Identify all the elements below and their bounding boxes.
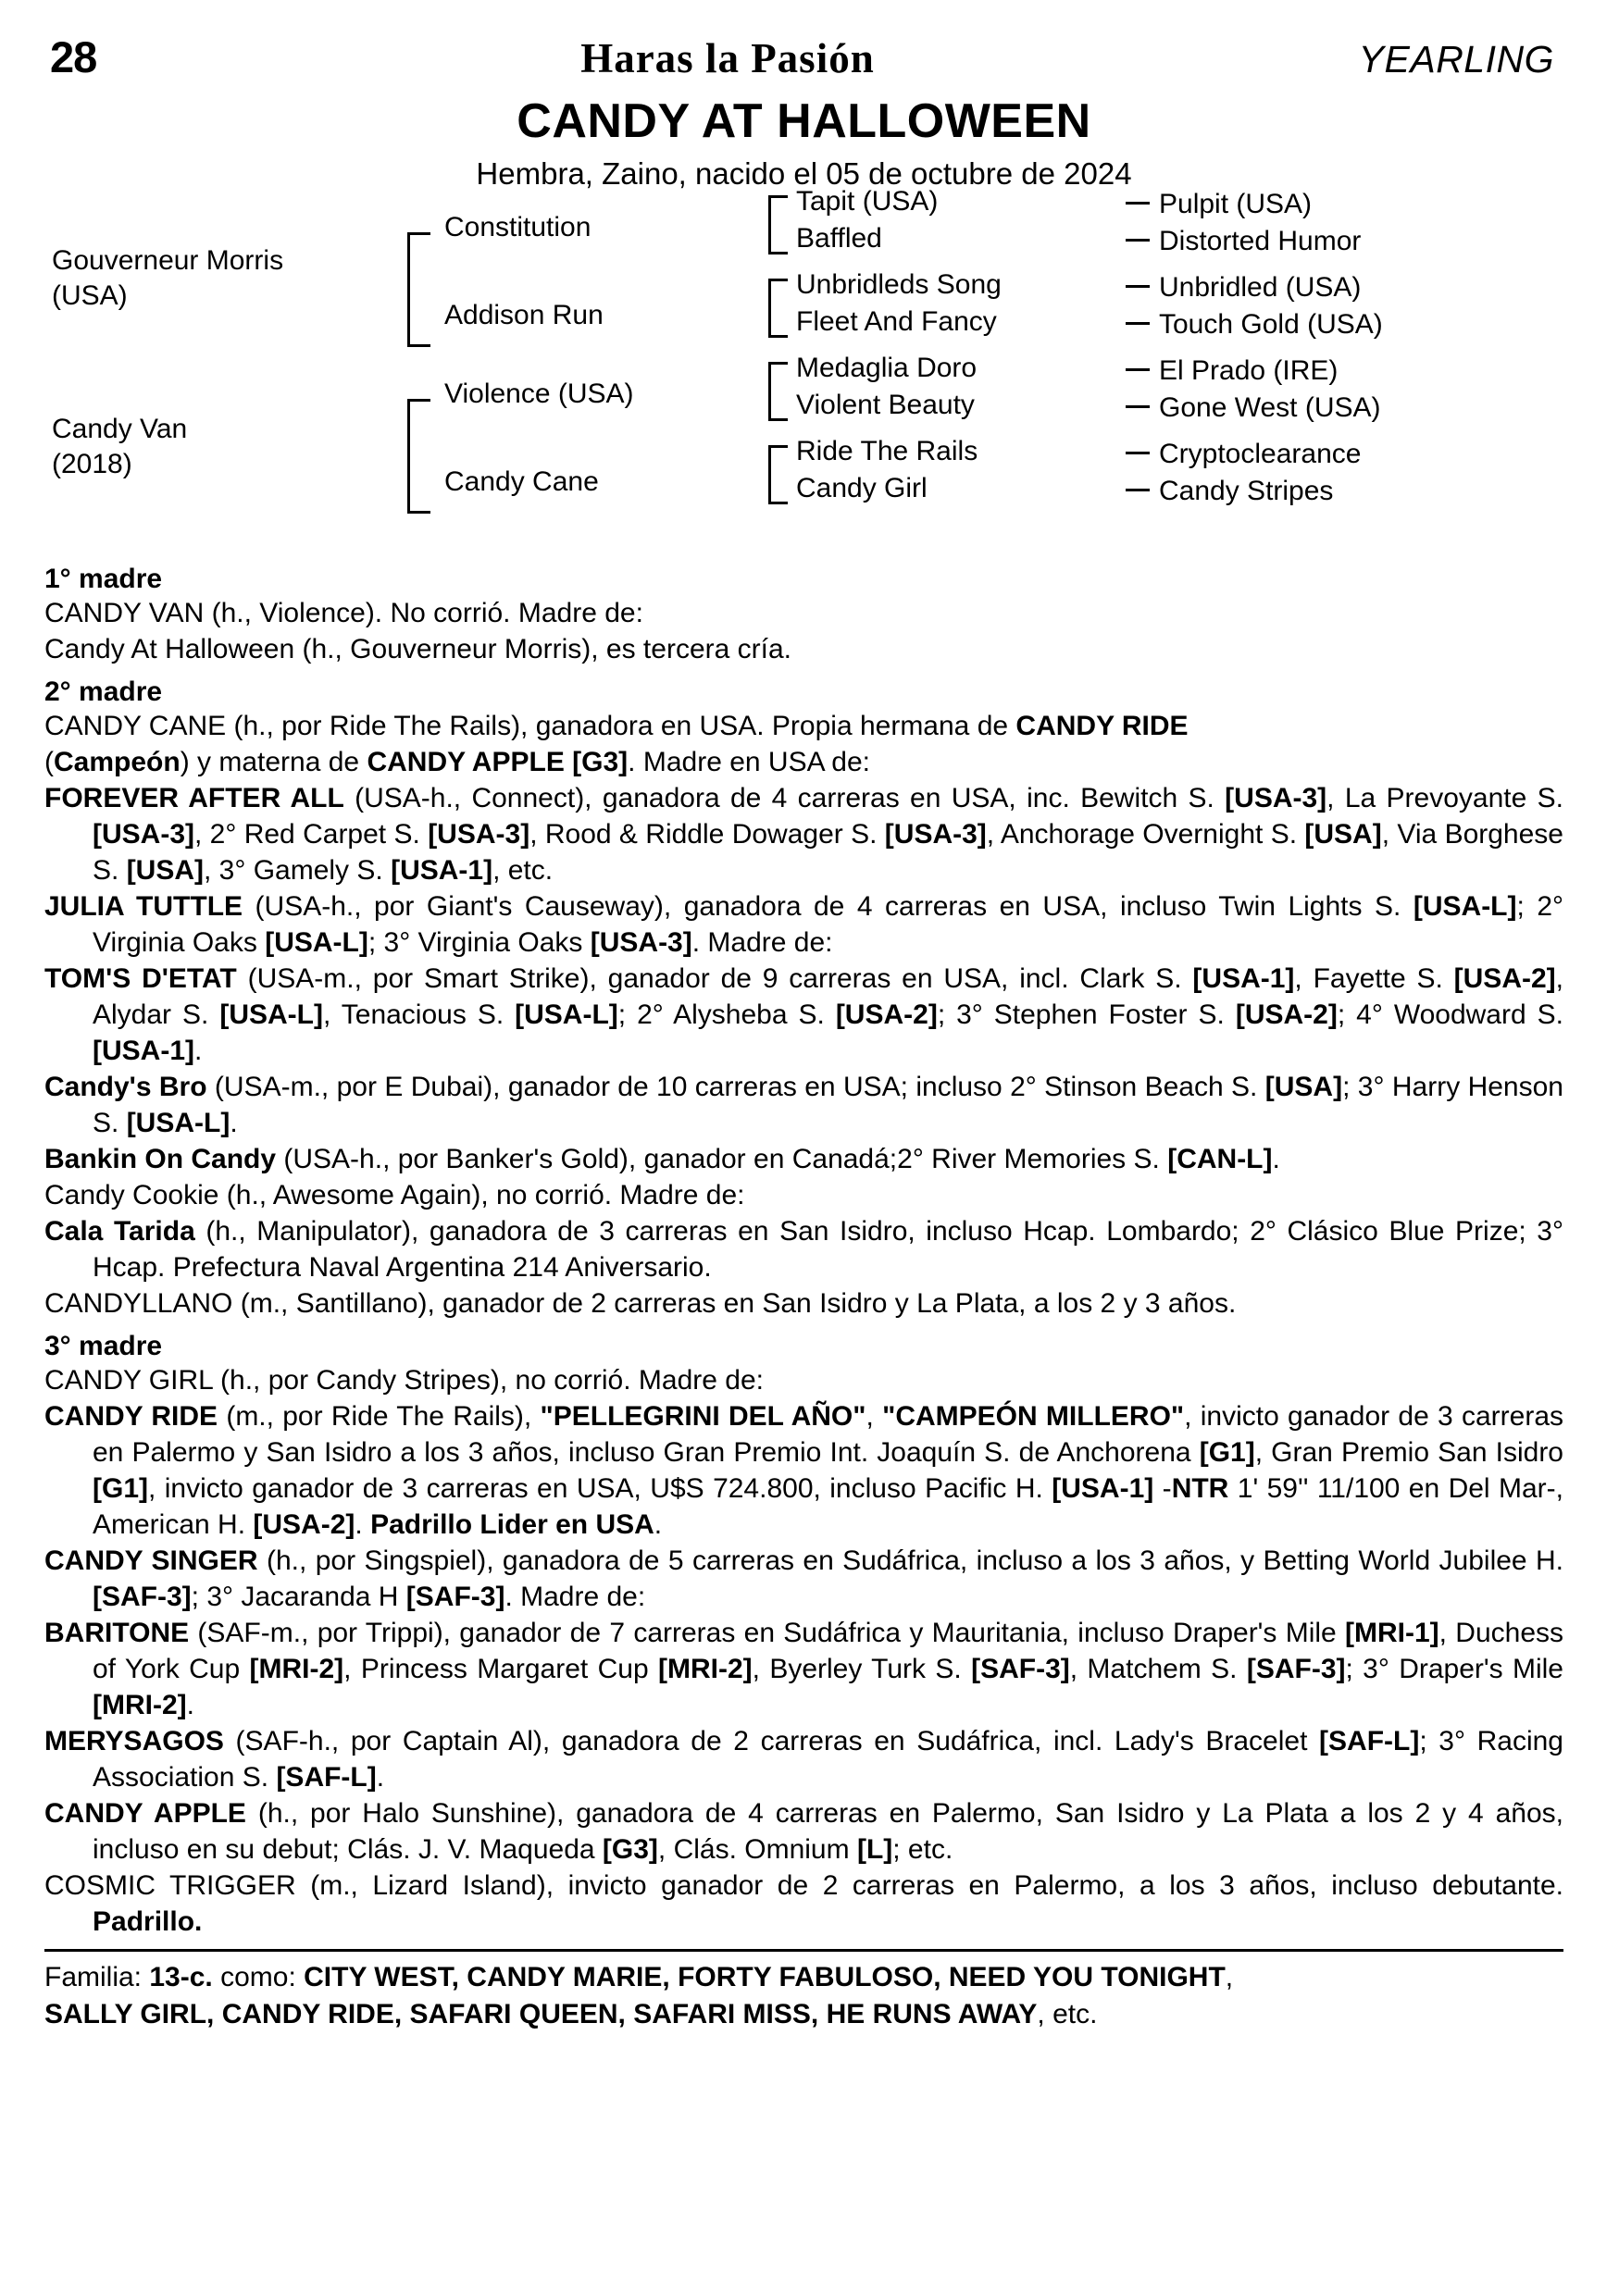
offspring-cala-tarida: Cala Tarida (h., Manipulator), ganadora de 3 carreras en San Isidro, incluso Hcap. Lombardo; 2° Clásico Blue Prize; 3° Hcap. Prefectura Naval Argentina 214 Aniversario.	[44, 1216, 1563, 1283]
dash-icon	[1126, 368, 1150, 371]
pedigree-third-gen-1: Tapit (USA)	[796, 186, 939, 217]
second-dam-line-cont: (Campeón) y materna de CANDY APPLE [G3]. Madre en USA de:	[44, 747, 870, 777]
dash-icon	[1126, 405, 1150, 408]
offspring-cosmic-trigger: COSMIC TRIGGER (m., Lizard Island), invicto ganador de 2 carreras en Palermo, a los 3 años, incluso debutante. Padrillo.	[44, 1870, 1563, 1937]
section-title-first-dam: 1° madre	[44, 564, 163, 594]
pedigree-third-gen-6: Violent Beauty	[796, 390, 975, 420]
pedigree-fourth-gen-1	[1126, 186, 1312, 223]
pedigree-fourth-gen-5	[1126, 353, 1338, 390]
offspring-candy-cookie: Candy Cookie (h., Awesome Again), no corrió. Madre de:	[44, 1180, 745, 1210]
pedigree-dam: Candy Van (2018)	[52, 414, 188, 480]
page-header	[44, 31, 1563, 82]
offspring-toms-detat: TOM'S D'ETAT (USA-m., por Smart Strike), ganador de 9 carreras en USA, incl. Clark S. [USA-1], Fayette S. [USA-2], Alydar S. [USA-L], Tenacious S. [USA-L]; 2° Alysheba S. [USA-2]; 3° Stephen Foster S. [USA-2]; 4° Woodward S. [USA-1].	[44, 963, 1563, 1066]
dash-icon	[1126, 322, 1150, 325]
brace-3g-4	[768, 445, 788, 504]
pedigree-sire: Gouverneur Morris (USA)	[52, 245, 284, 312]
horse-description: Hembra, Zaino, nacido el 05 de octubre de 2024	[476, 156, 1132, 191]
dash-icon	[1126, 285, 1150, 288]
section-title-third-dam: 3° madre	[44, 1331, 163, 1361]
brace-dam	[407, 399, 430, 514]
page-title: CANDY AT HALLOWEEN	[517, 94, 1091, 148]
brace-3g-2	[768, 279, 788, 338]
pedigree-fourth-gen-4-label: Touch Gold (USA)	[1159, 309, 1383, 340]
divider	[44, 1949, 1563, 1952]
lot-number: 28	[50, 32, 97, 81]
pedigree-fourth-gen-5-label: El Prado (IRE)	[1159, 355, 1339, 386]
family-line: Familia: 13-c. como: CITY WEST, CANDY MARIE, FORTY FABULOSO, NEED YOU TONIGHT, SALLY GIRL, CANDY RIDE, SAFARI QUEEN, SAFARI MISS, HE RUNS AWAY, etc.	[44, 1962, 1234, 2029]
section-title-second-dam: 2° madre	[44, 676, 163, 707]
pedigree-third-gen-4: Fleet And Fancy	[796, 306, 997, 337]
pedigree-second-gen-4: Candy Cane	[444, 466, 599, 497]
pedigree-third-gen-8: Candy Girl	[796, 473, 928, 503]
dash-icon	[1126, 239, 1150, 242]
brace-sire	[407, 232, 430, 347]
pedigree-fourth-gen-2-label: Distorted Humor	[1159, 226, 1362, 256]
pedigree-fourth-gen-8	[1126, 473, 1333, 510]
pedigree-second-gen-1: Constitution	[444, 212, 592, 242]
farm-name: Haras la Pasión	[580, 35, 875, 81]
second-dam-line: CANDY CANE (h., por Ride The Rails), ganadora en USA. Propia hermana de CANDY RIDE	[44, 711, 1189, 741]
offspring-candy-apple: CANDY APPLE (h., por Halo Sunshine), ganadora de 4 carreras en Palermo, San Isidro y La Plata a los 2 y 4 años, incluso en su debut; Clás. J. V. Maqueda [G3], Clás. Omnium [L]; etc.	[44, 1798, 1563, 1865]
dash-icon	[1126, 202, 1150, 205]
family-label: Familia:	[44, 1962, 143, 1992]
dash-icon	[1126, 452, 1150, 454]
offspring-forever-after-all: FOREVER AFTER ALL (USA-h., Connect), ganadora de 4 carreras en USA, inc. Bewitch S. [USA-3], La Prevoyante S. [USA-3], 2° Red Carpet S. [USA-3], Rood & Riddle Dowager S. [USA-3], Anchorage Overnight S. [USA], Via Borghese S. [USA], 3° Gamely S. [USA-1], etc.	[44, 783, 1563, 886]
offspring-bankin-on-candy: Bankin On Candy (USA-h., por Banker's Gold), ganador en Canadá;2° River Memories S. [CAN-L].	[44, 1144, 1280, 1174]
pedigree-second-gen-3: Violence (USA)	[444, 379, 634, 409]
pedigree-fourth-gen-8-label: Candy Stripes	[1159, 476, 1334, 506]
offspring-candy-ride: CANDY RIDE (m., por Ride The Rails), "PELLEGRINI DEL AÑO", "CAMPEÓN MILLERO", invicto ganador de 3 carreras en Palermo y San Isidro a los 3 años, incluso Gran Premio Int. Joaquín S. de Anchorena [G1], Gran Premio San Isidro [G1], invicto ganador de 3 carreras en USA, U$S 724.800, incluso Pacific H. [USA-1] -NTR 1' 59'' 11/100 en Del Mar-, American H. [USA-2]. Padrillo Lider en USA.	[44, 1401, 1564, 1540]
brace-3g-3	[768, 362, 788, 421]
dash-icon	[1126, 489, 1150, 491]
family-como: como:	[220, 1962, 296, 1992]
pedigree-fourth-gen-6-label: Gone West (USA)	[1159, 392, 1381, 423]
family-etc: , etc.	[1037, 1998, 1098, 2029]
pedigree-fourth-gen-2	[1126, 223, 1361, 260]
pedigree-fourth-gen-1-label: Pulpit (USA)	[1159, 189, 1313, 219]
offspring-merysagos: MERYSAGOS (SAF-h., por Captain Al), ganadora de 2 carreras en Sudáfrica, incl. Lady's Bracelet [SAF-L]; 3° Racing Association S. [SAF-L].	[44, 1726, 1563, 1793]
pedigree-fourth-gen-3-label: Unbridled (USA)	[1159, 272, 1362, 303]
family-names-line2: SALLY GIRL, CANDY RIDE, SAFARI QUEEN, SAFARI MISS, HE RUNS AWAY	[44, 1998, 1038, 2029]
family-code: 13-c.	[149, 1962, 213, 1992]
offspring-julia-tuttle: JULIA TUTTLE (USA-h., por Giant's Causeway), ganadora de 4 carreras en USA, incluso Twin Lights S. [USA-L]; 2° Virginia Oaks [USA-L]; 3° Virginia Oaks [USA-3]. Madre de:	[44, 891, 1564, 958]
pedigree-chart	[44, 186, 1563, 554]
offspring-candy-singer: CANDY SINGER (h., por Singspiel), ganadora de 5 carreras en Sudáfrica, incluso a los 3 años, y Betting World Jubilee H. [SAF-3]; 3° Jacaranda H [SAF-3]. Madre de:	[44, 1545, 1564, 1612]
offspring-baritone: BARITONE (SAF-m., por Trippi), ganador de 7 carreras en Sudáfrica y Mauritania, incluso Draper's Mile [MRI-1], Duchess of York Cup [MRI-2], Princess Margaret Cup [MRI-2], Byerley Turk S. [SAF-3], Matchem S. [SAF-3]; 3° Draper's Mile [MRI-2].	[44, 1618, 1563, 1720]
offspring-candyllano: CANDYLLANO (m., Santillano), ganador de 2 carreras en San Isidro y La Plata, a los 2 y 3 años.	[44, 1288, 1237, 1319]
pedigree-third-gen-3: Unbridleds Song	[796, 269, 1002, 300]
pedigree-fourth-gen-6	[1126, 390, 1381, 427]
offspring-candys-bro: Candy's Bro (USA-m., por E Dubai), ganador de 10 carreras en USA; incluso 2° Stinson Beach S. [USA]; 3° Harry Henson S. [USA-L].	[44, 1072, 1563, 1138]
sale-category: YEARLING	[1358, 38, 1554, 81]
pedigree-third-gen-5: Medaglia Doro	[796, 353, 978, 383]
pedigree-third-gen-2: Baffled	[796, 223, 882, 254]
third-dam-line: CANDY GIRL (h., por Candy Stripes), no corrió. Madre de:	[44, 1365, 764, 1396]
first-dam-offspring: Candy At Halloween (h., Gouverneur Morris), es tercera cría.	[44, 634, 791, 664]
pedigree-fourth-gen-4	[1126, 306, 1383, 343]
pedigree-fourth-gen-7	[1126, 436, 1361, 473]
first-dam-line: CANDY VAN (h., Violence). No corrió. Madre de:	[44, 598, 643, 628]
pedigree-fourth-gen-3	[1126, 269, 1361, 306]
pedigree-fourth-gen-7-label: Cryptoclearance	[1159, 439, 1362, 469]
brace-3g-1	[768, 195, 788, 254]
family-names-line1: CITY WEST, CANDY MARIE, FORTY FABULOSO, NEED YOU TONIGHT	[304, 1962, 1226, 1992]
pedigree-third-gen-7: Ride The Rails	[796, 436, 978, 466]
pedigree-second-gen-2: Addison Run	[444, 300, 604, 330]
